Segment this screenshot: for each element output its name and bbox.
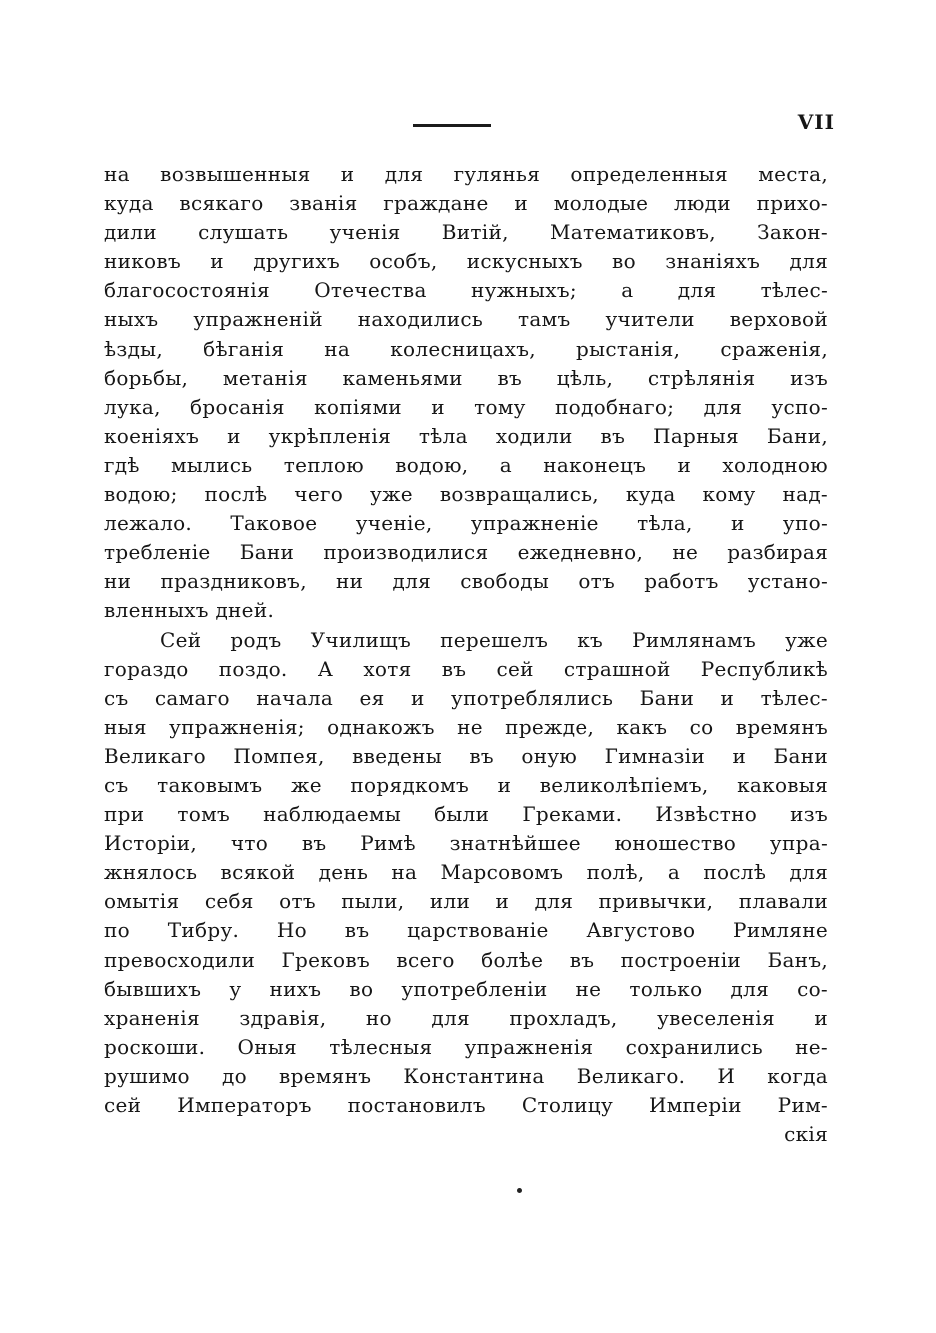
text-line: никовъ и другихъ особъ, искусныхъ во знаніяхъ для	[104, 249, 828, 274]
text-line: на возвышенныя и для гулянья определенныя места,	[104, 162, 828, 186]
text-line: куда всякаго званія граждане и молодые люди прихо-	[104, 191, 828, 216]
text-line: требленіе Бани производилися ежедневно, не разбирая	[104, 540, 828, 565]
text-line: бывшихъ у нихъ во употребленіи не только для со-	[104, 976, 828, 1001]
text-line: коеніяхъ и укрѣпленія тѣла ходили въ Парныя Бани,	[104, 423, 828, 448]
text-line: вленныхъ дней.	[104, 598, 275, 623]
text-line: храненія здравія, но для прохладъ, увеселенія и	[104, 1005, 828, 1030]
text-line: съ таковымъ же порядкомъ и великолѣпіемъ, каковыя	[104, 772, 828, 797]
page-number: VII	[797, 110, 835, 134]
text-line: ни праздниковъ, ни для свободы отъ работъ устано-	[104, 569, 828, 594]
text-line: по Тибру. Но въ царствованіе Августово Римляне	[104, 918, 828, 943]
text-line: рушимо до времянъ Константина Великаго. И когда	[104, 1063, 828, 1088]
text-line: роскоши. Оныя тѣлесныя упражненія сохранились не-	[104, 1034, 828, 1059]
text-line: лука, бросанія копіями и тому подобнаго; для успо-	[104, 394, 828, 419]
text-line: омытія себя отъ пыли, или и для привычки, плавали	[104, 889, 828, 914]
text-line: Исторіи, что въ Римѣ знатнѣйшее юношество упра-	[104, 831, 828, 856]
text-line: Сей родъ Училищъ перешелъ къ Римлянамъ уже	[160, 627, 828, 652]
text-line: гораздо поздо. А хотя въ сей страшной Республикѣ	[104, 656, 828, 681]
text-line: ныхъ упражненій находились тамъ учители верховой	[104, 307, 828, 332]
text-line: съ самаго начала ея и употреблялись Бани и тѣлес-	[104, 685, 828, 710]
text-line: жнялось всякой день на Марсовомъ полѣ, а послѣ для	[104, 860, 828, 885]
text-line: ѣзды, бѣганія на колесницахъ, рыстанія, сраженія,	[104, 336, 828, 361]
text-line: Великаго Помпея, введены въ оную Гимназіи и Бани	[104, 743, 828, 768]
header-rule	[413, 124, 491, 127]
text-line: водою; послѣ чего уже возвращались, куда кому над-	[104, 482, 828, 507]
text-line: борьбы, метанія каменьями въ цѣль, стрѣлянія изъ	[104, 365, 828, 390]
text-line: благосостоянія Отечества нужныхъ; а для тѣлес-	[104, 278, 828, 303]
text-line: дили слушать ученія Витій, Математиковъ, Закон-	[104, 220, 828, 245]
text-line: сей Императоръ постановилъ Столицу Имперіи Рим-	[104, 1093, 828, 1117]
text-line: превосходили Грековъ всего болѣе въ построеніи Банъ,	[104, 947, 828, 972]
catchword: скія	[784, 1122, 828, 1147]
body-text	[104, 160, 828, 1149]
text-line: лежало. Таковое ученіе, упражненіе тѣла, и упо-	[104, 511, 828, 536]
text-line: гдѣ мылись теплою водою, а наконецъ и холодною	[104, 452, 828, 477]
text-line: ныя упражненія; однакожъ не прежде, какъ со времянъ	[104, 714, 828, 739]
text-line: при томъ наблюдаемы были Греками. Извѣстно изъ	[104, 802, 828, 827]
ink-dot	[517, 1188, 522, 1193]
